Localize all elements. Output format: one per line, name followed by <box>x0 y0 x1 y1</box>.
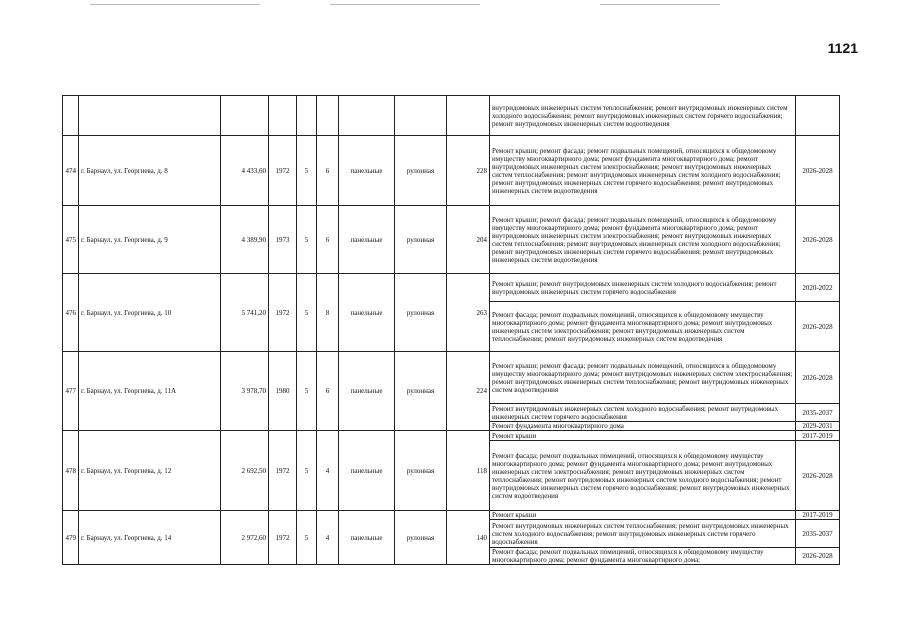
row-number-cell: 479 <box>63 511 79 565</box>
residents-count-cell: 224 <box>447 352 490 431</box>
address-cell: г. Барнаул, ул. Георгиева, д. 9 <box>79 206 221 274</box>
year-built-cell: 1973 <box>269 206 297 274</box>
entrances-cell: 4 <box>317 511 339 565</box>
roof-material-cell <box>395 96 447 136</box>
roof-material-cell: рулонная <box>395 352 447 431</box>
wall-material-cell <box>339 96 395 136</box>
floors-cell: 5 <box>297 206 317 274</box>
table-row <box>63 274 840 302</box>
row-number-cell: 474 <box>63 136 79 206</box>
roof-material-cell: рулонная <box>395 431 447 511</box>
wall-material-cell: панельные <box>339 274 395 352</box>
repair-period-cell: 2026-2028 <box>796 302 840 352</box>
floors-cell: 5 <box>297 352 317 431</box>
year-built-cell: 1972 <box>269 136 297 206</box>
work-description-cell: Ремонт крыши; ремонт фасада; ремонт подвальных помещений, относящихся к общедомовому имуществу многоквартирного дома; ремонт фундамента многоквартирного дома; ремонт внутридомовых инженерных систем электроснабжения; ремонт внутридомовых инженерных систем теплоснабжения; ремонт внутридомовых инженерных систем холодного водоснабжения; ремонт внутридомовых инженерных систем горячего водоснабжения; ремонт внутридомовых инженерных систем водоотведения <box>490 136 796 206</box>
roof-material-cell: рулонная <box>395 274 447 352</box>
wall-material-cell: панельные <box>339 431 395 511</box>
year-built-cell <box>269 96 297 136</box>
residents-count-cell: 118 <box>447 431 490 511</box>
wall-material-cell: панельные <box>339 352 395 431</box>
repair-period-cell: 2029-2031 <box>796 422 840 431</box>
roof-material-cell: рулонная <box>395 206 447 274</box>
floors-cell: 5 <box>297 431 317 511</box>
work-description-cell: Ремонт крыши; ремонт внутридомовых инженерных систем холодного водоснабжения; ремонт внутридомовых инженерных систем горячего водоснабжения <box>490 274 796 302</box>
row-number-cell: 478 <box>63 431 79 511</box>
table-row <box>63 431 840 441</box>
row-number-cell: 475 <box>63 206 79 274</box>
repair-period-cell: 2017-2019 <box>796 511 840 520</box>
repair-period-cell: 2026-2028 <box>796 206 840 274</box>
residents-count-cell <box>447 96 490 136</box>
floors-cell: 5 <box>297 136 317 206</box>
table-row <box>63 206 840 274</box>
address-cell: г. Барнаул, ул. Георгиева, д. 11А <box>79 352 221 431</box>
roof-material-cell: рулонная <box>395 136 447 206</box>
total-area-cell: 4 389,90 <box>221 206 269 274</box>
work-description-cell: Ремонт внутридомовых инженерных систем теплоснабжения; ремонт внутридомовых инженерных систем холодного водоснабжения; ремонт внутридомовых инженерных систем горячего водоснабжения <box>490 520 796 548</box>
total-area-cell: 4 433,60 <box>221 136 269 206</box>
total-area-cell: 3 978,70 <box>221 352 269 431</box>
work-description-cell: Ремонт фасада; ремонт подвальных помещений, относящихся к общедомовому имуществу многоквартирного дома; ремонт фундамента многоквартирного дома; <box>490 548 796 565</box>
floors-cell <box>297 96 317 136</box>
row-number-cell: 476 <box>63 274 79 352</box>
scan-artifact <box>600 4 720 5</box>
table-row <box>63 136 840 206</box>
work-description-cell: Ремонт фундамента многоквартирного дома <box>490 422 796 431</box>
year-built-cell: 1972 <box>269 274 297 352</box>
entrances-cell: 4 <box>317 431 339 511</box>
table-row <box>63 511 840 520</box>
work-description-cell: Ремонт крыши; ремонт фасада; ремонт подвальных помещений, относящихся к общедомовому имуществу многоквартирного дома; ремонт внутридомовых инженерных систем электроснабжения; ремонт внутридомовых инженерных систем теплоснабжения; ремонт внутридомовых инженерных систем водоотведения <box>490 352 796 404</box>
repair-period-cell <box>796 96 840 136</box>
entrances-cell <box>317 96 339 136</box>
floors-cell: 5 <box>297 274 317 352</box>
repair-period-cell: 2035-2037 <box>796 520 840 548</box>
address-cell: г. Барнаул, ул. Георгиева, д. 14 <box>79 511 221 565</box>
work-description-cell: Ремонт крыши <box>490 431 796 441</box>
total-area-cell: 2 692,50 <box>221 431 269 511</box>
work-description-cell: Ремонт крыши; ремонт фасада; ремонт подвальных помещений, относящихся к общедомовому имуществу многоквартирного дома; ремонт фундамента многоквартирного дома; ремонт внутридомовых инженерных систем электроснабжения; ремонт внутридомовых инженерных систем теплоснабжения; ремонт внутридомовых инженерных систем холодного водоснабжения; ремонт внутридомовых инженерных систем горячего водоснабжения; ремонт внутридомовых инженерных систем водоотведения <box>490 206 796 274</box>
wall-material-cell: панельные <box>339 511 395 565</box>
repair-period-cell: 2026-2028 <box>796 136 840 206</box>
address-cell <box>79 96 221 136</box>
row-number-cell: 477 <box>63 352 79 431</box>
table-row <box>63 96 840 136</box>
scan-artifact <box>90 4 260 5</box>
wall-material-cell: панельные <box>339 136 395 206</box>
entrances-cell: 8 <box>317 274 339 352</box>
work-description-cell: Ремонт внутридомовых инженерных систем холодного водоснабжения; ремонт внутридомовых инженерных систем горячего водоснабжения <box>490 404 796 422</box>
repair-period-cell: 2017-2019 <box>796 431 840 441</box>
total-area-cell: 5 741,20 <box>221 274 269 352</box>
address-cell: г. Барнаул, ул. Георгиева, д. 8 <box>79 136 221 206</box>
work-description-cell: внутридомовых инженерных систем теплоснабжения; ремонт внутридомовых инженерных систем холодного водоснабжения; ремонт внутридомовых инженерных систем горячего водоснабжения; ремонт внутридомовых инженерных систем водоотведения <box>490 96 796 136</box>
wall-material-cell: панельные <box>339 206 395 274</box>
address-cell: г. Барнаул, ул. Георгиева, д. 12 <box>79 431 221 511</box>
repair-period-cell: 2035-2037 <box>796 404 840 422</box>
page-number: 1121 <box>827 40 858 56</box>
total-area-cell: 2 972,60 <box>221 511 269 565</box>
work-description-cell: Ремонт фасада; ремонт подвальных помещений, относящихся к общедомовому имуществу многоквартирного дома; ремонт фундамента многоквартирного дома; ремонт внутридомовых инженерных систем электроснабжения; ремонт внутридомовых инженерных систем теплоснабжения; ремонт внутридомовых инженерных систем холодного водоснабжения; ремонт внутридомовых инженерных систем горячего водоснабжения; ремонт внутридомовых инженерных систем водоотведения <box>490 441 796 511</box>
scan-artifact <box>330 4 480 5</box>
work-description-cell: Ремонт фасада; ремонт подвальных помещений, относящихся к общедомовому имуществу многоквартирного дома; ремонт фундамента многоквартирного дома; ремонт внутридомовых инженерных систем электроснабжения; ремонт внутридомовых инженерных систем теплоснабжения; ремонт внутридомовых инженерных систем водоотведения <box>490 302 796 352</box>
address-cell: г. Барнаул, ул. Георгиева, д. 10 <box>79 274 221 352</box>
entrances-cell: 6 <box>317 352 339 431</box>
floors-cell: 5 <box>297 511 317 565</box>
entrances-cell: 6 <box>317 206 339 274</box>
table-body <box>63 96 840 565</box>
entrances-cell: 6 <box>317 136 339 206</box>
repair-period-cell: 2026-2028 <box>796 441 840 511</box>
residents-count-cell: 204 <box>447 206 490 274</box>
residents-count-cell: 140 <box>447 511 490 565</box>
year-built-cell: 1980 <box>269 352 297 431</box>
year-built-cell: 1972 <box>269 431 297 511</box>
repair-period-cell: 2026-2028 <box>796 548 840 565</box>
year-built-cell: 1972 <box>269 511 297 565</box>
repair-period-cell: 2020-2022 <box>796 274 840 302</box>
roof-material-cell: рулонная <box>395 511 447 565</box>
repair-period-cell: 2026-2028 <box>796 352 840 404</box>
residents-count-cell: 228 <box>447 136 490 206</box>
residents-count-cell: 263 <box>447 274 490 352</box>
row-number-cell <box>63 96 79 136</box>
total-area-cell <box>221 96 269 136</box>
housing-repair-table <box>62 95 840 565</box>
work-description-cell: Ремонт крыши <box>490 511 796 520</box>
table-row <box>63 352 840 404</box>
